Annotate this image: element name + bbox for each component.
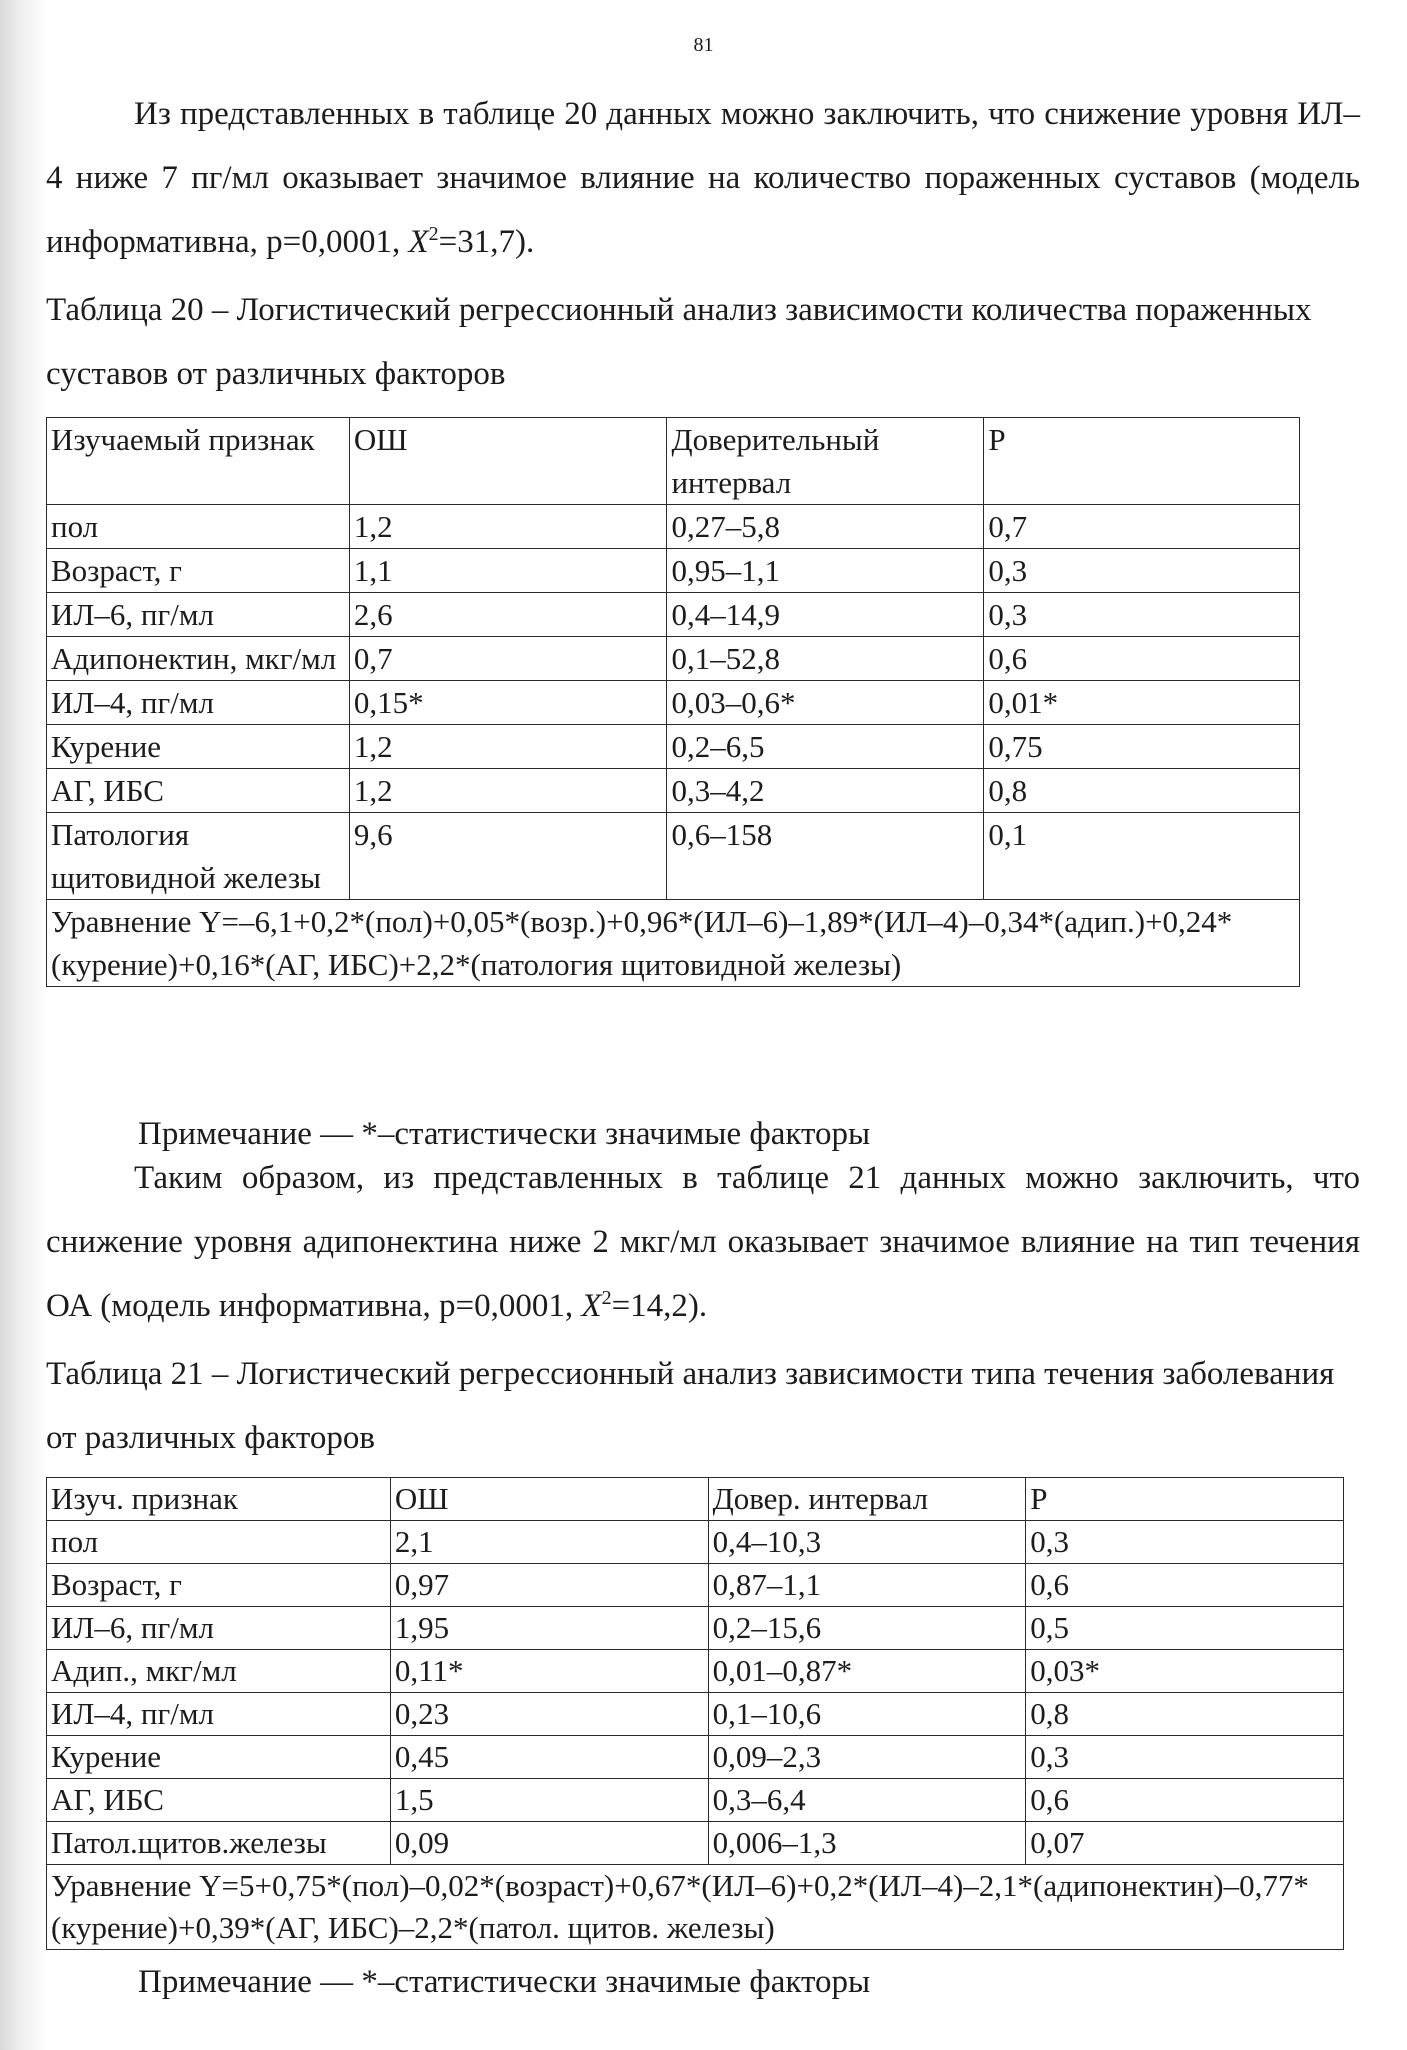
table-cell: 1,95 [390, 1607, 708, 1650]
paragraph-1 [46, 82, 1360, 274]
table-cell: 0,95–1,1 [667, 549, 984, 593]
table-21-header-cell: Р [1026, 1478, 1344, 1521]
table-20-header-row [47, 418, 1300, 505]
table-cell: 0,006–1,3 [708, 1822, 1026, 1865]
table-20-header-cell: Доверительный интервал [667, 418, 984, 505]
table-cell: 0,8 [1026, 1693, 1344, 1736]
table-cell: 0,07 [1026, 1822, 1344, 1865]
table-row [47, 1650, 1344, 1693]
table-row [47, 505, 1300, 549]
table-row [47, 1779, 1344, 1822]
chi-value: =14,2). [611, 1288, 708, 1324]
table-21-header-cell: Довер. интервал [708, 1478, 1026, 1521]
table-20-header-cell: Р [984, 418, 1300, 505]
table-cell: 0,3 [984, 593, 1300, 637]
table-row [47, 813, 1300, 900]
table-cell: 0,6 [1026, 1779, 1344, 1822]
table-20-caption: Таблица 20 – Логистический регрессионный анализ зависимости количества пораженных суставов от различных факторов [46, 292, 1312, 392]
table-cell: ИЛ–6, пг/мл [47, 1607, 391, 1650]
scan-edge-shadow [0, 0, 46, 2050]
table-row [47, 1822, 1344, 1865]
table-row [47, 1564, 1344, 1607]
table-cell: Возраст, г [47, 1564, 391, 1607]
chi-symbol: X [408, 224, 429, 260]
table-row [47, 1693, 1344, 1736]
table-cell: АГ, ИБС [47, 769, 350, 813]
table-cell: Адип., мкг/мл [47, 1650, 391, 1693]
table-cell: 0,3 [984, 549, 1300, 593]
table-row [47, 1736, 1344, 1779]
table-20-note: Примечание — *–статистически значимые факторы [138, 1116, 871, 1152]
table-cell: 0,01–0,87* [708, 1650, 1026, 1693]
paragraph-2 [46, 1146, 1360, 1338]
table-cell: Возраст, г [47, 549, 350, 593]
chi-power: 2 [601, 1287, 612, 1309]
table-20-header-cell: ОШ [349, 418, 667, 505]
table-cell: 0,11* [390, 1650, 708, 1693]
table-cell: 0,1–10,6 [708, 1693, 1026, 1736]
table-20-header-cell: Изучаемый признак [47, 418, 350, 505]
table-cell: 1,5 [390, 1779, 708, 1822]
table-cell: 0,23 [390, 1693, 708, 1736]
table-cell: пол [47, 505, 350, 549]
table-cell: 0,09 [390, 1822, 708, 1865]
table-row [47, 593, 1300, 637]
table-row [47, 725, 1300, 769]
table-cell: 0,2–6,5 [667, 725, 984, 769]
paragraph-2-text: Таким образом, из представленных в таблице 21 данных можно заключить, что снижение уровня адипонектина ниже 2 мкг/мл оказывает значимое влияние на тип течения ОА (модель информативна, р=0,0001, [46, 1160, 1360, 1324]
paragraph-1-text: Из представленных в таблице 20 данных можно заключить, что снижение уровня ИЛ–4 ниже 7 пг/мл оказывает значимое влияние на количество пораженных суставов (модель информативна, р=0,0001, [46, 96, 1360, 260]
table-cell: 0,03* [1026, 1650, 1344, 1693]
table-cell: 0,3 [1026, 1521, 1344, 1564]
table-21-note: Примечание — *–статистически значимые факторы [138, 1964, 871, 2000]
table-cell: 0,4–10,3 [708, 1521, 1026, 1564]
table-row [47, 769, 1300, 813]
table-cell: 0,6 [984, 637, 1300, 681]
table-row [47, 549, 1300, 593]
table-cell: Курение [47, 725, 350, 769]
chi-symbol: X [581, 1288, 602, 1324]
table-row [47, 1521, 1344, 1564]
table-cell: 0,87–1,1 [708, 1564, 1026, 1607]
table-cell: 2,6 [349, 593, 667, 637]
table-21-header-cell: Изуч. признак [47, 1478, 391, 1521]
table-cell: 0,15* [349, 681, 667, 725]
table-cell: ИЛ–4, пг/мл [47, 681, 350, 725]
table-21-header-cell: ОШ [390, 1478, 708, 1521]
table-21-equation: Уравнение Y=5+0,75*(пол)–0,02*(возраст)+0,67*(ИЛ–6)+0,2*(ИЛ–4)–2,1*(адипонектин)–0,77*(курение)+0,39*(АГ, ИБС)–2,2*(патол. щитов. железы) [47, 1865, 1344, 1950]
table-cell: 0,01* [984, 681, 1300, 725]
table-cell: пол [47, 1521, 391, 1564]
chi-power: 2 [428, 223, 439, 245]
table-cell: Адипонектин, мкг/мл [47, 637, 350, 681]
table-cell: 2,1 [390, 1521, 708, 1564]
table-21-caption: Таблица 21 – Логистический регрессионный анализ зависимости типа течения заболевания от различных факторов [46, 1356, 1335, 1456]
table-cell: Курение [47, 1736, 391, 1779]
table-20-equation-row [47, 900, 1300, 987]
table-cell: 0,6–158 [667, 813, 984, 900]
table-cell: 0,1 [984, 813, 1300, 900]
table-cell: 1,1 [349, 549, 667, 593]
table-21-header-row [47, 1478, 1344, 1521]
table-cell: 0,3–6,4 [708, 1779, 1026, 1822]
table-cell: 0,8 [984, 769, 1300, 813]
table-cell: ИЛ–6, пг/мл [47, 593, 350, 637]
table-cell: 0,5 [1026, 1607, 1344, 1650]
table-21-equation-row [47, 1865, 1344, 1950]
table-cell: 0,7 [984, 505, 1300, 549]
table-20-equation: Уравнение Y=–6,1+0,2*(пол)+0,05*(возр.)+0,96*(ИЛ–6)–1,89*(ИЛ–4)–0,34*(адип.)+0,24*(курение)+0,16*(АГ, ИБС)+2,2*(патология щитовидной железы) [47, 900, 1300, 987]
table-cell: 0,03–0,6* [667, 681, 984, 725]
table-cell: 0,4–14,9 [667, 593, 984, 637]
table-cell: 0,7 [349, 637, 667, 681]
table-cell: 0,45 [390, 1736, 708, 1779]
chi-value: =31,7). [438, 224, 535, 260]
table-cell: 0,2–15,6 [708, 1607, 1026, 1650]
table-cell: 0,3–4,2 [667, 769, 984, 813]
table-cell: 1,2 [349, 505, 667, 549]
table-cell: 0,1–52,8 [667, 637, 984, 681]
table-20 [46, 417, 1300, 987]
table-cell: Патол.щитов.железы [47, 1822, 391, 1865]
table-row [47, 1607, 1344, 1650]
table-row [47, 681, 1300, 725]
table-cell: 0,27–5,8 [667, 505, 984, 549]
table-cell: 0,75 [984, 725, 1300, 769]
page-number: 81 [693, 34, 714, 56]
table-cell: 1,2 [349, 769, 667, 813]
table-cell: 0,3 [1026, 1736, 1344, 1779]
table-cell: 0,6 [1026, 1564, 1344, 1607]
table-cell: АГ, ИБС [47, 1779, 391, 1822]
table-cell: 0,97 [390, 1564, 708, 1607]
table-row [47, 637, 1300, 681]
table-cell: 9,6 [349, 813, 667, 900]
table-cell: 1,2 [349, 725, 667, 769]
table-cell: Патология щитовидной железы [47, 813, 350, 900]
table-cell: ИЛ–4, пг/мл [47, 1693, 391, 1736]
table-21 [46, 1477, 1344, 1950]
table-cell: 0,09–2,3 [708, 1736, 1026, 1779]
